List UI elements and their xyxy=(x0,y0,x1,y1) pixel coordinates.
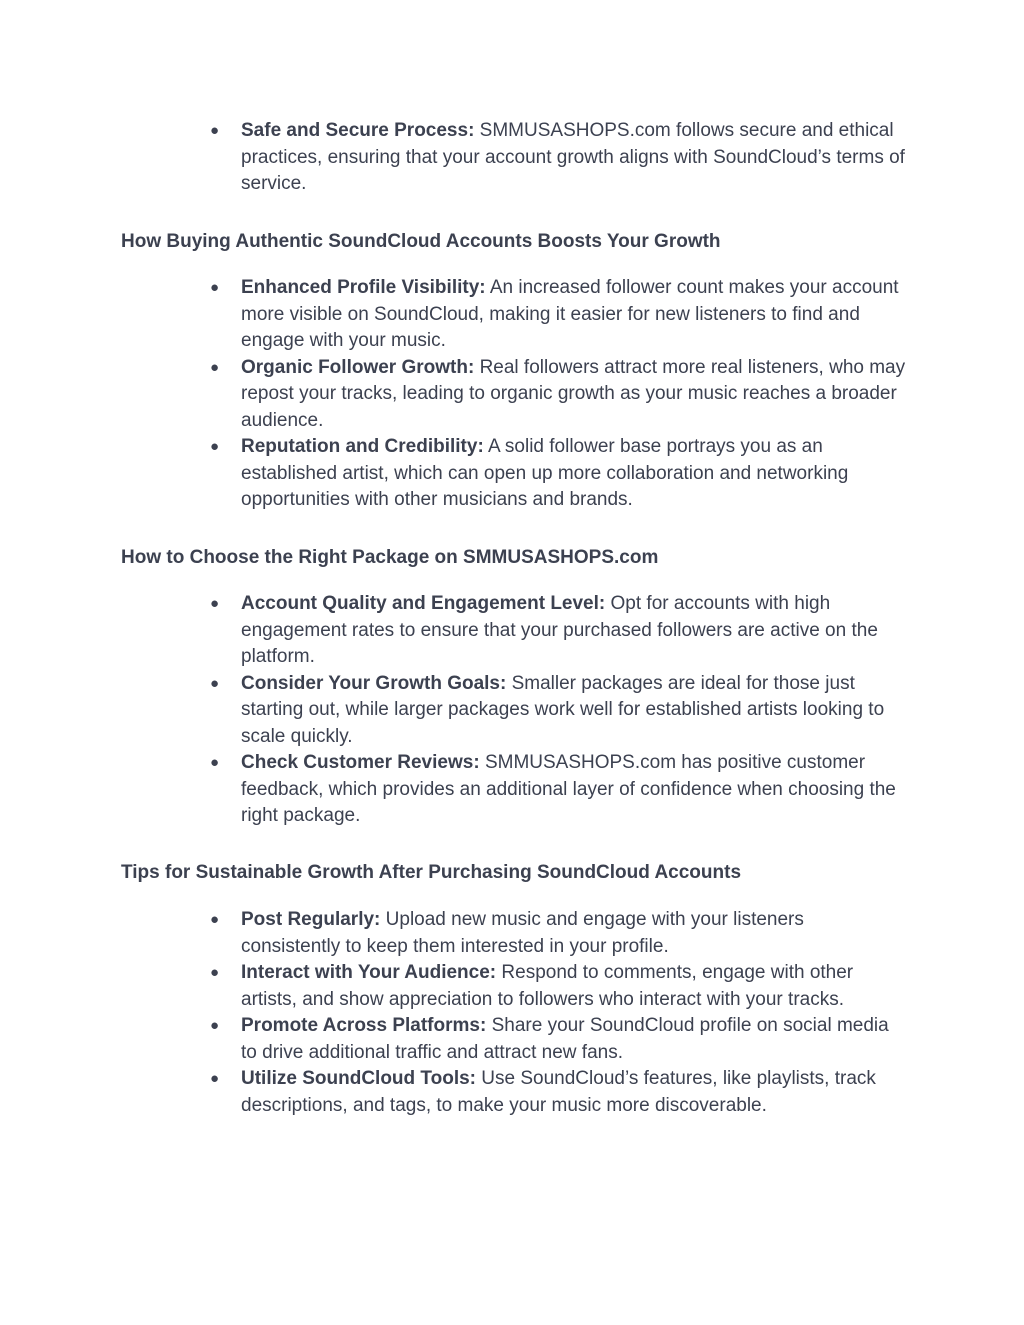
list-item-text: An increased follower count makes your account more visible on SoundCloud, making it easier for new listeners to find and engage with your music. xyxy=(241,277,899,351)
bullet-list-safety xyxy=(0,118,1024,198)
section-heading-package: How to Choose the Right Package on SMMUSASHOPS.com xyxy=(121,547,659,568)
bullet-icon: ● xyxy=(210,911,220,928)
list-item xyxy=(0,355,906,435)
list-item-term: Promote Across Platforms: xyxy=(241,1015,487,1036)
bullet-list-package xyxy=(0,591,1024,830)
list-item-term: Post Regularly: xyxy=(241,909,381,930)
list-item-term: Utilize SoundCloud Tools: xyxy=(241,1068,477,1089)
list-item-text: Real followers attract more real listeners, who may repost your tracks, leading to organic growth as your music reaches a broader audience. xyxy=(241,356,906,431)
list-item-term: Safe and Secure Process: xyxy=(241,120,475,141)
list-item xyxy=(0,750,906,830)
list-item-term: Reputation and Credibility: xyxy=(241,436,484,457)
list-item-text: Respond to comments, engage with other artists, and show appreciation to followers who interact with your tracks. xyxy=(241,962,854,1010)
bullet-icon: ● xyxy=(210,1017,220,1034)
bullet-icon: ● xyxy=(210,279,220,296)
list-item-term: Organic Follower Growth: xyxy=(241,356,475,378)
list-item xyxy=(0,591,906,671)
list-item-text: Use SoundCloud’s features, like playlists, track descriptions, and tags, to make your music more discoverable. xyxy=(241,1068,876,1116)
bullet-icon: ● xyxy=(210,1070,220,1087)
list-item xyxy=(0,1066,906,1119)
list-item-term: Check Customer Reviews: xyxy=(241,752,480,773)
list-item-term: Interact with Your Audience: xyxy=(241,962,497,983)
bullet-icon: ● xyxy=(210,674,220,692)
bullet-icon: ● xyxy=(210,438,220,455)
list-item xyxy=(0,434,906,514)
list-item xyxy=(0,960,906,1013)
list-item-text: Opt for accounts with high engagement rates to ensure that your purchased followers are active on the platform. xyxy=(241,593,878,667)
bullet-list-growth xyxy=(0,275,1024,514)
list-item-text: Share your SoundCloud profile on social media to drive additional traffic and attract new fans. xyxy=(241,1015,889,1063)
list-item-text: SMMUSASHOPS.com has positive customer feedback, which provides an additional layer of confidence when choosing the right package. xyxy=(241,752,896,826)
section-heading-growth: How Buying Authentic SoundCloud Accounts Boosts Your Growth xyxy=(121,231,721,252)
bullet-icon: ● xyxy=(210,964,220,981)
list-item xyxy=(0,118,906,198)
list-item-term: Enhanced Profile Visibility: xyxy=(241,277,486,298)
bullet-icon: ● xyxy=(210,754,220,771)
list-item xyxy=(0,671,906,751)
list-item-text: Upload new music and engage with your listeners consistently to keep them interested in your profile. xyxy=(241,909,804,957)
bullet-icon: ● xyxy=(210,122,220,139)
list-item xyxy=(0,907,906,960)
list-item-term: Account Quality and Engagement Level: xyxy=(241,593,606,614)
list-item-text: A solid follower base portrays you as an established artist, which can open up more collaboration and networking opportunities with other musicians and brands. xyxy=(241,436,849,510)
list-item-term: Consider Your Growth Goals: xyxy=(241,672,507,694)
bullet-icon: ● xyxy=(210,358,220,376)
bullet-list-tips xyxy=(0,907,1024,1119)
list-item-text: Smaller packages are ideal for those just starting out, while larger packages work well for established artists looking to scale quickly. xyxy=(241,672,885,747)
section-heading-tips: Tips for Sustainable Growth After Purchasing SoundCloud Accounts xyxy=(121,862,742,883)
list-item xyxy=(0,1013,906,1066)
list-item xyxy=(0,275,906,355)
bullet-icon: ● xyxy=(210,595,220,612)
list-item-text: SMMUSASHOPS.com follows secure and ethical practices, ensuring that your account growth aligns with SoundCloud’s terms of service. xyxy=(241,120,905,194)
